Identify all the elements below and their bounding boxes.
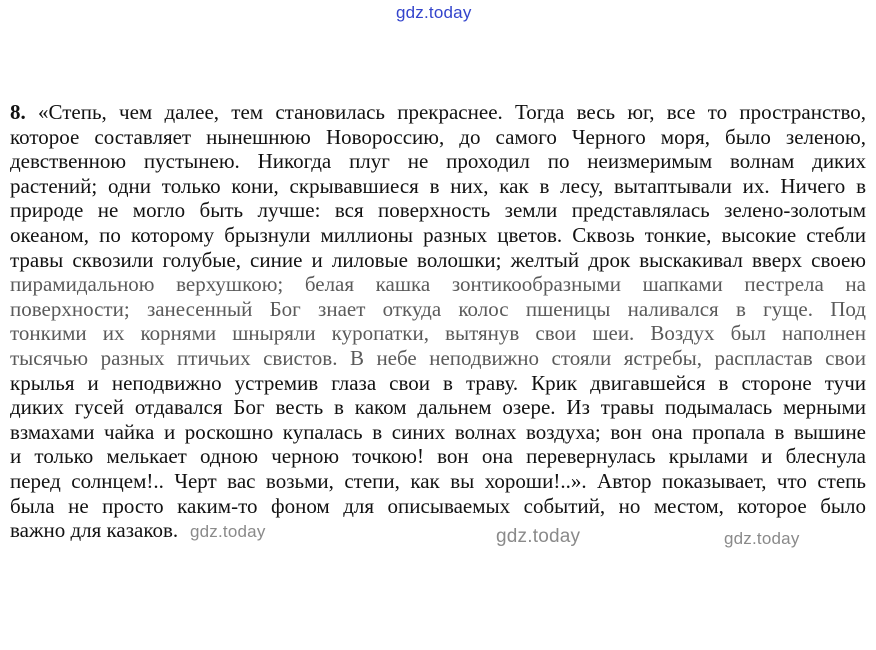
paragraph-line-5: природе не могло быть лучше: вся поверхность земли представлялась зелено-золотым xyxy=(10,198,866,223)
paragraph-line-4: растений; одни только кони, скрывавшиеся в них, как в лесу, вытаптывали их. Ничего в xyxy=(10,173,866,198)
paragraph-line-12: крылья и неподвижно устремив глаза свои в траву. Крик двигавшейся в стороне тучи xyxy=(10,370,866,395)
paragraph-line-14: взмахами чайка и роскошно купалась в синих волнах воздуха; вон она пропала в вышине xyxy=(10,419,866,444)
watermark-top: gdz.today xyxy=(396,3,472,22)
paragraph-line-2: которое составляет нынешнюю Новороссию, до самого Черного моря, было зеленою, xyxy=(10,124,866,149)
paragraph-line-10: тонкими их корнями шныряли куропатки, вытянув свои шеи. Воздух был наполнен xyxy=(10,321,866,346)
paragraph-line-9: поверхности; занесенный Бог знает откуда колос пшеницы наливался в гуще. Под xyxy=(10,296,866,321)
paragraph-line-8: пирамидальною верхушкою; белая кашка зонтикообразными шапками пестрела на xyxy=(10,272,866,297)
paragraph-line-16: перед солнцем!.. Черт вас возьми, степи, как вы хороши!..». Автор показывает, что степь xyxy=(10,468,866,493)
paragraph-line-18: важно для казаков. xyxy=(10,518,179,543)
paragraph-line-11: тысячью разных птичьих свистов. В небе неподвижно стояли ястребы, распластав свои xyxy=(10,345,866,370)
paragraph-line-1: 8. «Степь, чем далее, тем становилась прекраснее. Тогда весь юг, все то пространство, xyxy=(10,100,866,124)
paragraph-line-13: диких гусей отдавался Бог весть в каком дальнем озере. Из травы подымалась мерными xyxy=(10,395,866,420)
paragraph-line-3: девственною пустынею. Никогда плуг не проходил по неизмеримым волнам диких xyxy=(10,149,866,174)
paragraph-line-6: океаном, по которому брызнули миллионы разных цветов. Сквозь тонкие, высокие стебли xyxy=(10,222,866,247)
answer-paragraph xyxy=(10,100,866,543)
paragraph-line-7: травы сквозили голубые, синие и лиловые волошки; желтый дрок выскакивал вверх своею xyxy=(10,247,866,272)
watermark-bottom-right: gdz.today xyxy=(724,529,800,548)
paragraph-line-15: и только мелькает одною черною точкою! вон она перевернулась крылами и блеснула xyxy=(10,444,866,469)
watermark-bottom-left: gdz.today xyxy=(190,522,266,541)
paragraph-line-17: была не просто каким-то фоном для описываемых событий, но местом, которое было xyxy=(10,493,866,518)
question-number: 8. xyxy=(10,100,26,124)
watermark-bottom-center: gdz.today xyxy=(496,526,581,547)
